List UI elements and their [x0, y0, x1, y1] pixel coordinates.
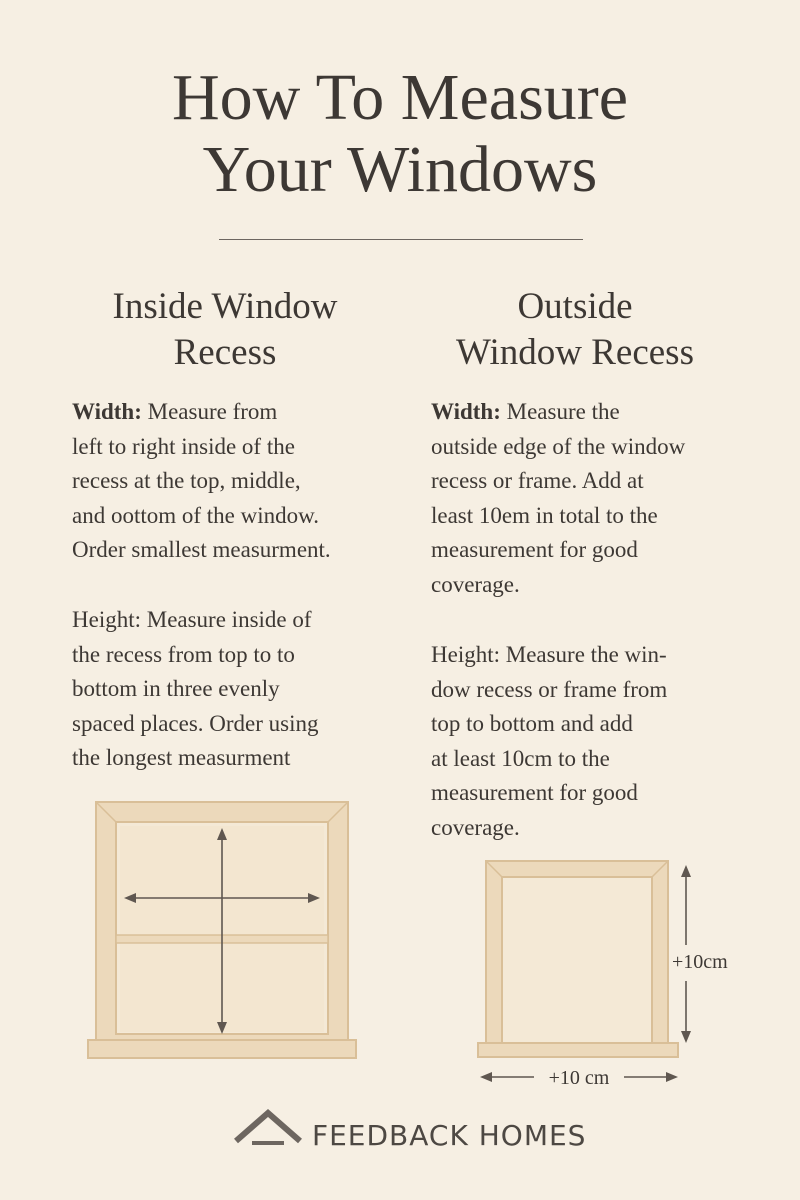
inside-recess-window-diagram: [86, 798, 358, 1062]
brand-name: FEEDBACK HOMES: [312, 1119, 587, 1152]
title-line-2: Your Windows: [202, 133, 598, 206]
outside-height-line-5: measurement for good: [431, 780, 638, 805]
inside-heading-line-2: Recess: [173, 332, 277, 373]
inside-width-label: Width:: [72, 399, 142, 424]
inside-window-sill: [88, 1040, 356, 1058]
outside-width-line-4: least 10em in total to the: [431, 502, 658, 528]
outside-window-frame: [486, 861, 668, 1047]
outside-height-line-1: Height: Measure the win-: [431, 642, 667, 667]
outside-recess-window-diagram: [474, 857, 774, 1089]
inside-height-line-2: the recess from top to to: [72, 641, 295, 667]
outside-heading-line-1: Outside: [517, 286, 633, 327]
inside-width-instructions: [72, 395, 412, 568]
inside-recess-heading: [70, 284, 380, 376]
inside-width-line-4: and oottom of the window.: [72, 502, 320, 528]
inside-height-line-3: bottom in three evenly: [72, 676, 280, 701]
outside-height-instructions: [431, 638, 761, 845]
inside-width-line-1: Measure from: [141, 399, 278, 424]
outside-height-line-6: coverage.: [431, 814, 520, 840]
outside-window-sill: [478, 1043, 678, 1057]
outside-width-instructions: [431, 395, 761, 602]
inside-height-line-1: Height: Measure inside of: [72, 607, 312, 632]
outside-height-line-3: top to bottom and add: [431, 711, 633, 736]
brand-logo: [230, 1105, 590, 1153]
outside-width-line-5: measurement for good: [431, 537, 638, 562]
outside-width-line-3: recess or frame. Add at: [431, 468, 644, 493]
outside-height-line-2: dow recess or frame from: [431, 676, 668, 702]
outside-width-measure-label: +10 cm: [548, 1067, 610, 1089]
outside-width-line-1: Measure the: [500, 399, 620, 424]
inside-heading-line-1: Inside Window: [112, 286, 338, 327]
inside-width-line-5: Order smallest measurment.: [72, 537, 331, 562]
inside-height-line-4: spaced places. Order using: [72, 710, 319, 736]
inside-height-line-5: the longest measurment: [72, 745, 291, 770]
house-roof-icon: [232, 1107, 304, 1147]
title-divider: [219, 239, 583, 240]
title-line-1: How To Measure: [171, 61, 629, 134]
outside-height-measure-label: +10cm: [672, 951, 728, 973]
inside-width-line-2: left to right inside of the: [72, 433, 295, 459]
outside-height-line-4: at least 10cm to the: [431, 745, 610, 771]
outside-width-line-2: outside edge of the window: [431, 433, 686, 459]
outside-width-line-6: coverage.: [431, 571, 520, 597]
inside-width-line-3: recess at the top, middle,: [72, 468, 301, 493]
page-title: [0, 62, 800, 206]
outside-width-label: Width:: [431, 399, 501, 424]
outside-recess-heading: [420, 284, 730, 376]
inside-height-instructions: [72, 603, 412, 776]
outside-heading-line-2: Window Recess: [456, 332, 694, 373]
